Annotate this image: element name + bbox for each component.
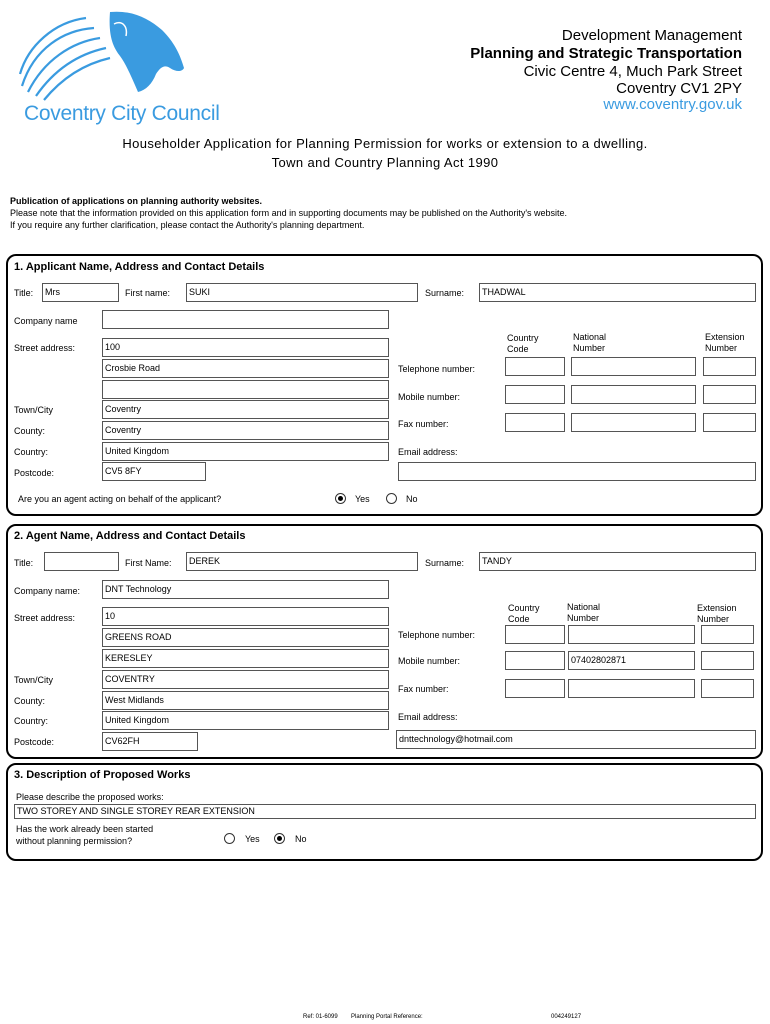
agent-postcode-label: Postcode:: [14, 737, 55, 747]
applicant-town-field[interactable]: Coventry: [102, 400, 389, 419]
agent-title-field[interactable]: [44, 552, 119, 571]
applicant-country-field[interactable]: United Kingdom: [102, 442, 389, 461]
agent-fax-label: Fax number:: [398, 684, 449, 694]
section1-heading: 1. Applicant Name, Address and Contact Details: [14, 261, 265, 273]
footer-ref: Ref: 01-6099: [303, 1014, 338, 1020]
agent-street-label: Street address:: [14, 613, 76, 623]
applicant-firstname-label: First name:: [125, 288, 171, 298]
agent-country-field[interactable]: United Kingdom: [102, 711, 389, 730]
form-title-line1: Householder Application for Planning Permission for works or extension to a dwelling.: [122, 136, 648, 151]
applicant-fax-label: Fax number:: [398, 419, 449, 429]
agent-street1-field[interactable]: 10: [102, 607, 389, 626]
applicant-tel-national[interactable]: [571, 357, 696, 376]
agent-tel-national[interactable]: [568, 625, 695, 644]
applicant-street-label: Street address:: [14, 343, 76, 353]
agent-town-field[interactable]: COVENTRY: [102, 670, 389, 689]
applicant-national-number-header: National Number: [573, 332, 607, 353]
work-started-question-line2: without planning permission?: [16, 836, 133, 846]
section3-heading: 3. Description of Proposed Works: [14, 769, 191, 781]
work-started-no-radio[interactable]: [274, 833, 285, 844]
agent-country-label: Country:: [14, 716, 49, 726]
work-started-yes-label: Yes: [245, 834, 260, 844]
agent-firstname-field[interactable]: DEREK: [186, 552, 418, 571]
council-logo: [14, 8, 224, 130]
applicant-mobile-ext[interactable]: [703, 385, 756, 404]
agent-telephone-label: Telephone number:: [398, 630, 476, 640]
agent-country-code-header: Country Code: [508, 603, 540, 624]
description-field[interactable]: TWO STOREY AND SINGLE STOREY REAR EXTENSION: [14, 804, 756, 819]
applicant-company-field[interactable]: [102, 310, 389, 329]
applicant-email-field[interactable]: [398, 462, 756, 481]
agent-mobile-ext[interactable]: [701, 651, 754, 670]
applicant-surname-field[interactable]: THADWAL: [479, 283, 756, 302]
applicant-email-label: Email address:: [398, 447, 458, 457]
applicant-mobile-national[interactable]: [571, 385, 696, 404]
header-address2: Coventry CV1 2PY: [616, 80, 742, 97]
agent-fax-ext[interactable]: [701, 679, 754, 698]
applicant-fax-ext[interactable]: [703, 413, 756, 432]
agent-tel-ext[interactable]: [701, 625, 754, 644]
applicant-mobile-code[interactable]: [505, 385, 565, 404]
agent-extension-header: Extension Number: [697, 603, 737, 624]
applicant-street1-field[interactable]: 100: [102, 338, 389, 357]
header-website[interactable]: www.coventry.gov.uk: [603, 96, 742, 113]
agent-company-label: Company name:: [14, 586, 81, 596]
agent-fax-code[interactable]: [505, 679, 565, 698]
applicant-country-label: Country:: [14, 447, 49, 457]
applicant-extension-header: Extension Number: [705, 332, 745, 353]
applicant-county-label: County:: [14, 426, 46, 436]
agent-town-label: Town/City: [14, 675, 54, 685]
agent-tel-code[interactable]: [505, 625, 565, 644]
publication-line1: Please note that the information provided on this application form and in supporting documents may be published on the Authority's website.: [10, 208, 568, 218]
header-division: Planning and Strategic Transportation: [470, 45, 742, 62]
agent-surname-label: Surname:: [425, 558, 465, 568]
header-dept: Development Management: [561, 27, 742, 44]
agent-mobile-code[interactable]: [505, 651, 565, 670]
applicant-tel-ext[interactable]: [703, 357, 756, 376]
applicant-firstname-field[interactable]: SUKI: [186, 283, 418, 302]
agent-postcode-field[interactable]: CV62FH: [102, 732, 198, 751]
publication-line2: If you require any further clarification, please contact the Authority's planning department.: [10, 220, 365, 230]
agent-street3-field[interactable]: KERESLEY: [102, 649, 389, 668]
agent-yes-radio[interactable]: [335, 493, 346, 504]
applicant-town-label: Town/City: [14, 405, 54, 415]
header-address1: Civic Centre 4, Much Park Street: [523, 63, 742, 80]
agent-surname-field[interactable]: TANDY: [479, 552, 756, 571]
work-started-yes-radio[interactable]: [224, 833, 235, 844]
work-started-question-line1: Has the work already been started: [16, 824, 154, 834]
agent-company-field[interactable]: DNT Technology: [102, 580, 389, 599]
agent-question: Are you an agent acting on behalf of the applicant?: [18, 494, 222, 504]
applicant-postcode-field[interactable]: CV5 8FY: [102, 462, 206, 481]
applicant-telephone-label: Telephone number:: [398, 364, 476, 374]
applicant-street3-field[interactable]: [102, 380, 389, 399]
horse-head-logo-icon: [14, 8, 224, 108]
logo-text: Coventry City Council: [24, 102, 220, 125]
footer-portal-ref: 004249127: [551, 1014, 582, 1020]
applicant-fax-code[interactable]: [505, 413, 565, 432]
applicant-title-field[interactable]: Mrs: [42, 283, 119, 302]
applicant-surname-label: Surname:: [425, 288, 465, 298]
agent-fax-national[interactable]: [568, 679, 695, 698]
agent-title-label: Title:: [14, 558, 34, 568]
applicant-company-label: Company name: [14, 316, 78, 326]
applicant-postcode-label: Postcode:: [14, 468, 55, 478]
description-prompt: Please describe the proposed works:: [16, 792, 164, 802]
applicant-title-label: Title:: [14, 288, 34, 298]
agent-no-radio[interactable]: [386, 493, 397, 504]
publication-heading: Publication of applications on planning authority websites.: [10, 196, 263, 206]
agent-firstname-label: First Name:: [125, 558, 172, 568]
agent-mobile-national[interactable]: 07402802871: [568, 651, 695, 670]
agent-national-number-header: National Number: [567, 602, 601, 623]
applicant-mobile-label: Mobile number:: [398, 392, 461, 402]
applicant-street2-field[interactable]: Crosbie Road: [102, 359, 389, 378]
applicant-county-field[interactable]: Coventry: [102, 421, 389, 440]
agent-county-label: County:: [14, 696, 46, 706]
applicant-fax-national[interactable]: [571, 413, 696, 432]
agent-street2-field[interactable]: GREENS ROAD: [102, 628, 389, 647]
agent-yes-label: Yes: [355, 494, 370, 504]
footer-portal-label: Planning Portal Reference:: [351, 1014, 423, 1020]
agent-mobile-label: Mobile number:: [398, 656, 461, 666]
agent-email-label: Email address:: [398, 712, 458, 722]
form-title-line2: Town and Country Planning Act 1990: [271, 155, 499, 170]
applicant-country-code-header: Country Code: [507, 333, 539, 354]
agent-email-field[interactable]: dnttechnology@hotmail.com: [396, 730, 756, 749]
work-started-no-label: No: [295, 834, 307, 844]
applicant-tel-code[interactable]: [505, 357, 565, 376]
section2-heading: 2. Agent Name, Address and Contact Details: [14, 530, 246, 542]
agent-no-label: No: [406, 494, 418, 504]
agent-county-field[interactable]: West Midlands: [102, 691, 389, 710]
